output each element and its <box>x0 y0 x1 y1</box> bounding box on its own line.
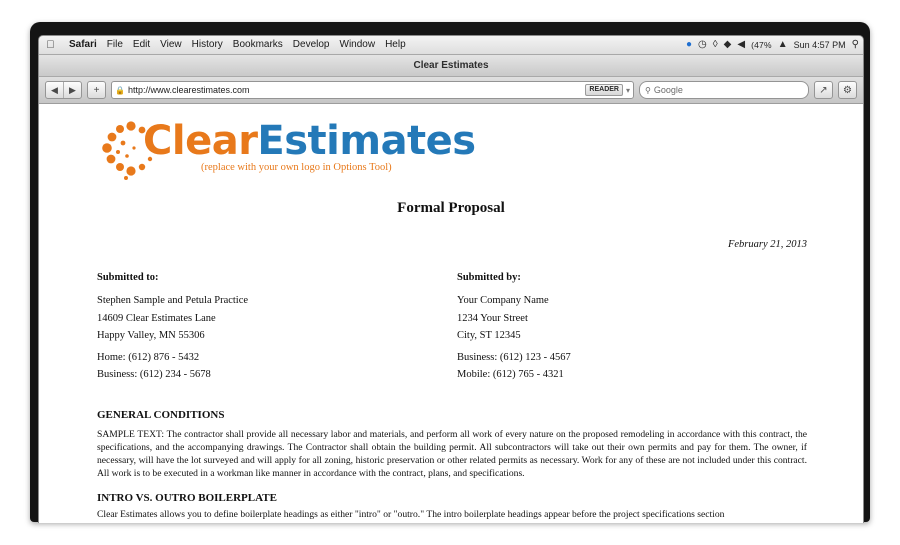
dropbox-icon[interactable]: ◆ <box>723 39 732 50</box>
menu-item-view[interactable]: View <box>160 39 182 50</box>
submitted-by-business-phone: Business: (612) 123 - 4567 <box>457 351 571 363</box>
clock-icon[interactable]: ◷ <box>697 39 707 50</box>
address-bar-url: http://www.clearestimates.com <box>127 85 250 95</box>
settings-gear-button[interactable]: ⚙ <box>838 81 857 99</box>
padlock-icon: 🔒 <box>115 85 125 95</box>
submitted-to-line-3: Happy Valley, MN 55306 <box>97 330 205 342</box>
submitted-by-heading: Submitted by: <box>457 272 521 283</box>
search-field[interactable] <box>639 81 809 99</box>
forward-button[interactable]: ▶ <box>63 82 81 98</box>
submitted-to-block <box>91 272 451 387</box>
window-title-bar <box>39 55 863 77</box>
spotlight-search-icon[interactable]: ⚲ <box>851 39 859 50</box>
macos-menu-bar <box>39 36 863 55</box>
parties-section <box>91 272 811 387</box>
logo-word-clear: Clear <box>143 118 258 164</box>
submitted-to-heading: Submitted to: <box>97 272 159 283</box>
section-body-boilerplate: Clear Estimates allows you to define boilerplate headings as either "intro" or "outro." The intro boilerplate headings appear before the project specifications section <box>97 509 725 521</box>
new-tab-button[interactable]: + <box>87 81 106 99</box>
submitted-by-line-3: City, ST 12345 <box>457 330 521 342</box>
menu-item-file[interactable]: File <box>106 39 123 50</box>
reader-button[interactable]: READER <box>585 84 623 96</box>
volume-icon[interactable]: ◀ <box>737 39 746 50</box>
logo-wordmark <box>143 118 476 164</box>
address-bar[interactable] <box>111 81 634 99</box>
submitted-by-line-1: Your Company Name <box>457 295 549 306</box>
site-logo[interactable] <box>101 116 811 184</box>
section-heading-boilerplate: INTRO VS. OUTRO BOILERPLATE <box>97 492 277 505</box>
menu-item-safari[interactable]: Safari <box>69 39 97 50</box>
apple-logo-icon[interactable] <box>45 39 56 51</box>
submitted-to-home-phone: Home: (612) 876 - 5432 <box>97 351 200 363</box>
submitted-to-line-2: 14609 Clear Estimates Lane <box>97 312 216 324</box>
nav-buttons <box>45 81 82 99</box>
back-button[interactable]: ◀ <box>51 84 58 95</box>
menu-item-history[interactable]: History <box>191 39 223 50</box>
menu-item-edit[interactable]: Edit <box>132 39 151 50</box>
bluetooth-icon[interactable]: ◊ <box>712 39 718 50</box>
share-button[interactable]: ↗ <box>814 81 833 99</box>
window-title: Clear Estimates <box>413 60 489 71</box>
magnifier-icon: ⚲ <box>645 85 651 95</box>
safari-window <box>38 35 864 523</box>
page-title: Formal Proposal <box>397 200 505 216</box>
section-heading-general-conditions: GENERAL CONDITIONS <box>97 408 225 421</box>
submitted-by-line-2: 1234 Your Street <box>457 312 528 324</box>
battery-status[interactable]: (47% <box>751 40 772 50</box>
section-body-general-conditions: SAMPLE TEXT: The contractor shall provide all necessary labor and materials, and perform all work of every nature on the proposed remodeling in accordance with this contract, the specifications, and the accompanying drawings. The Contractor shall obtain the building permit. All subcontractors will take out their own permits and pay for them. The owner, if necessary, will have the lot surveyed and will apply for all zoning, historic preservation or other related permits as necessary. Work for any of these are not included under this contract. All work is to be executed in a workman like manner in accordance with the contract, plans, and specifications. <box>97 428 807 479</box>
submitted-by-block <box>451 272 811 387</box>
logo-word-estimates: Estimates <box>257 118 476 164</box>
logo-subtitle: (replace with your own logo in Options Tool) <box>201 162 392 173</box>
menu-bar-clock[interactable]: Sun 4:57 PM <box>793 40 846 50</box>
web-page-content <box>39 104 863 523</box>
menu-item-develop[interactable]: Develop <box>292 39 330 50</box>
menu-item-help[interactable]: Help <box>385 39 406 50</box>
chevron-down-icon[interactable]: ▾ <box>625 85 630 95</box>
menu-bar-status-area <box>686 36 859 54</box>
submitted-to-business-phone: Business: (612) 234 - 5678 <box>97 369 211 381</box>
menu-item-window[interactable]: Window <box>339 39 376 50</box>
twitter-bird-icon[interactable]: ● <box>685 39 692 50</box>
browser-toolbar <box>39 77 863 104</box>
proposal-date: February 21, 2013 <box>727 239 807 250</box>
wifi-icon[interactable]: ▲ <box>777 39 788 50</box>
menu-item-bookmarks[interactable]: Bookmarks <box>232 39 283 50</box>
submitted-by-mobile-phone: Mobile: (612) 765 - 4321 <box>457 369 564 381</box>
submitted-to-line-1: Stephen Sample and Petula Practice <box>97 295 249 306</box>
search-placeholder: Google <box>653 85 683 95</box>
